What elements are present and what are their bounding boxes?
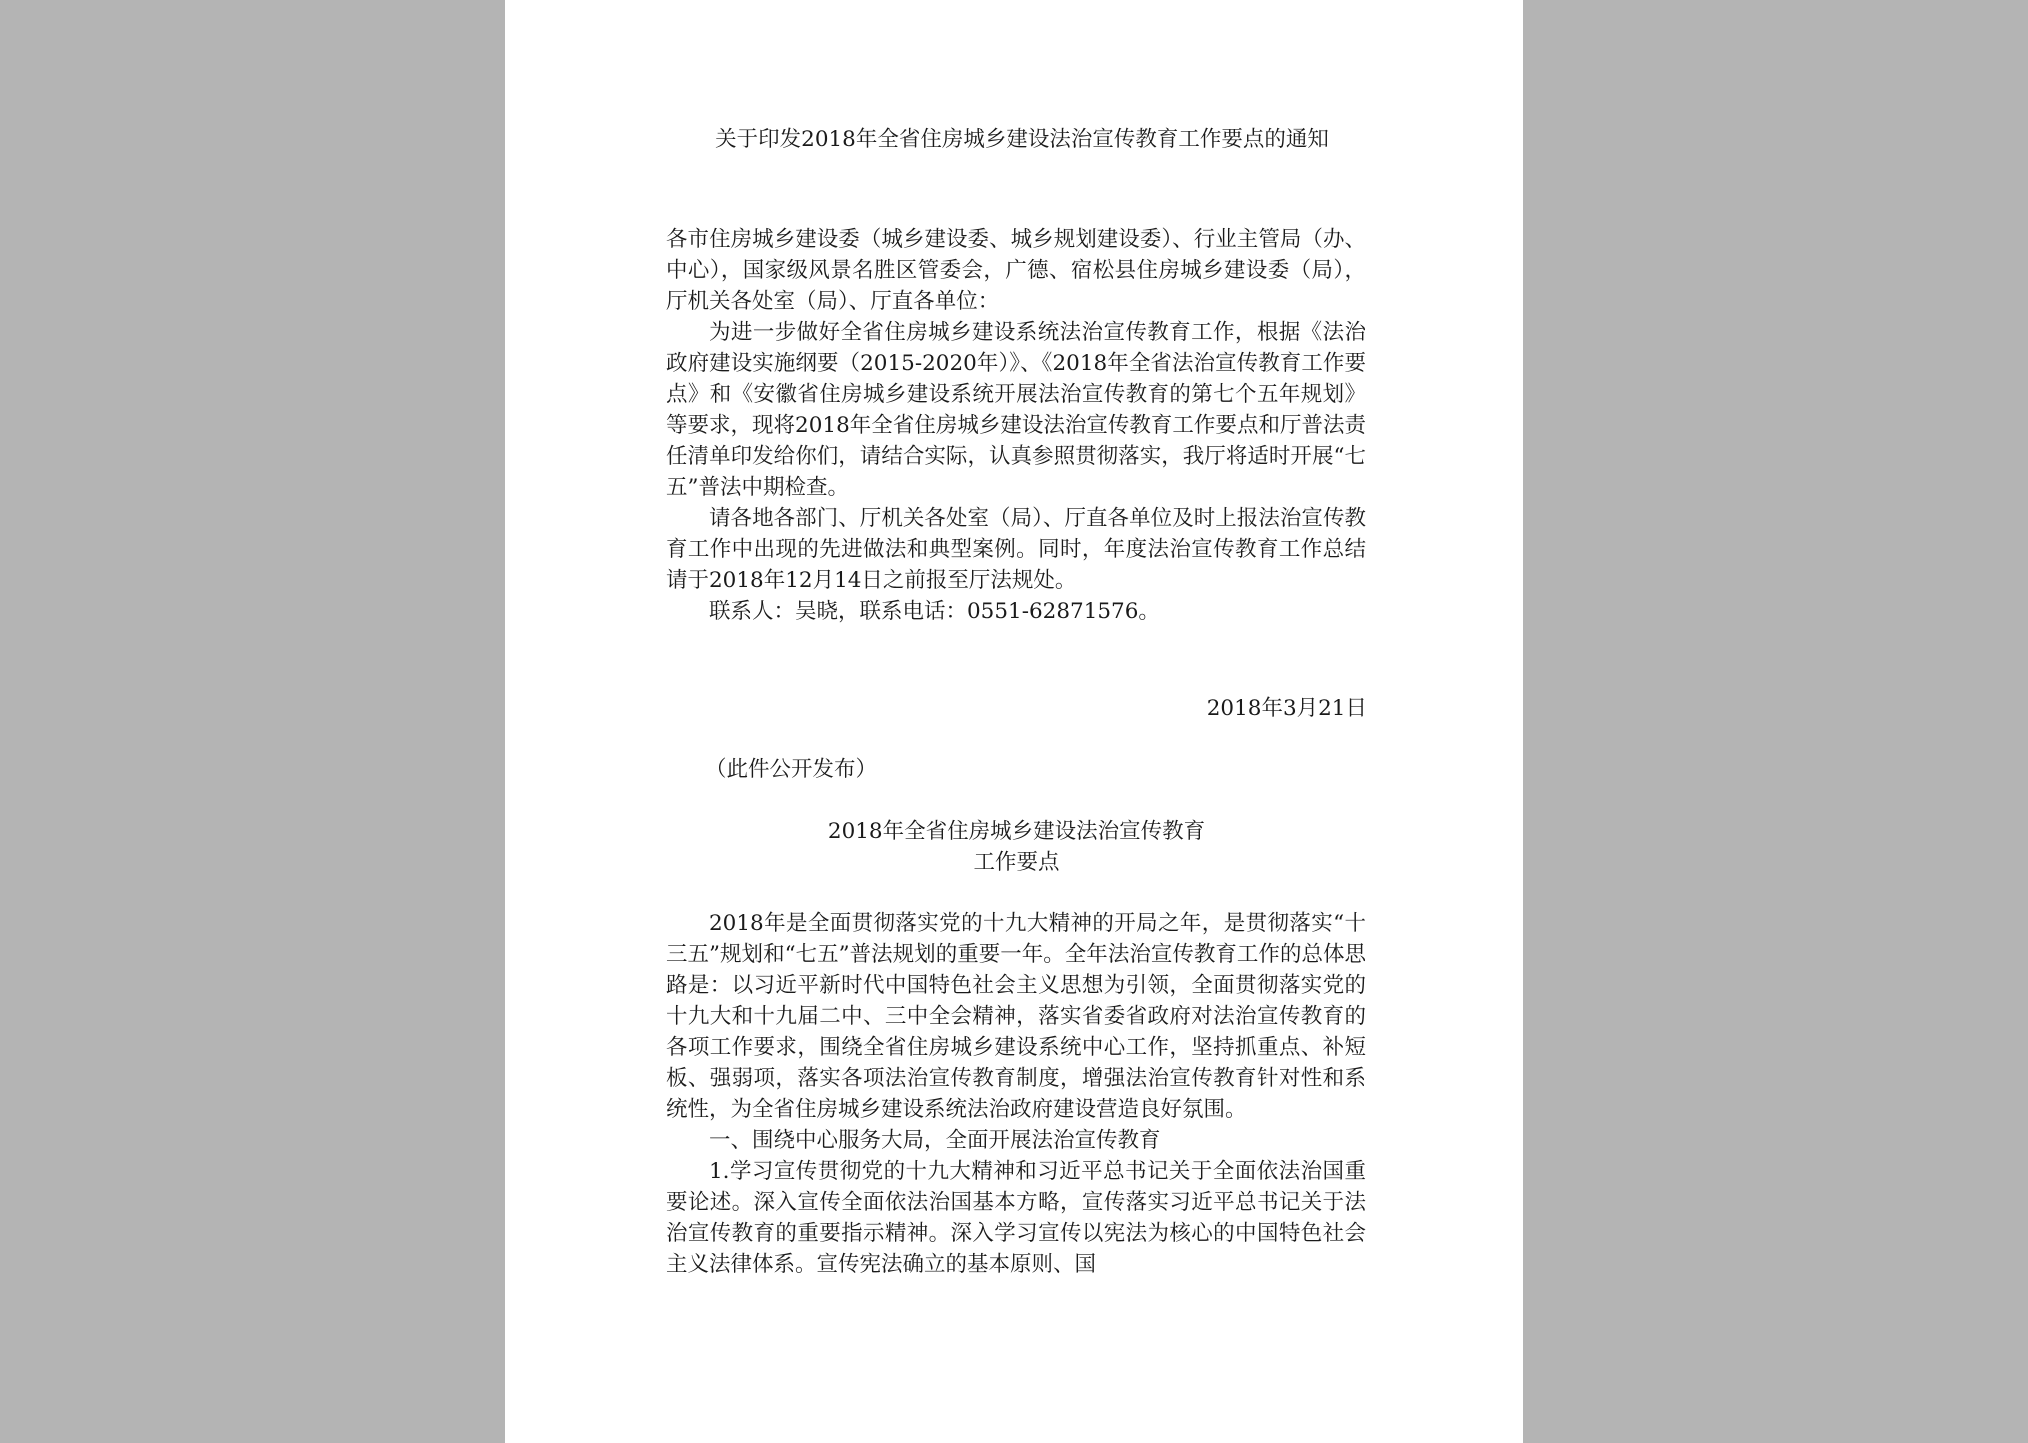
document-page <box>505 0 1523 1443</box>
body-paragraph: 2018年是全面贯彻落实党的十九大精神的开局之年，是贯彻落实“十三五”规划和“七五”普法规划的重要一年。全年法治宣传教育工作的总体思路是：以习近平新时代中国特色社会主义思想为引领，全面贯彻落实党的十九大和十九届二中、三中全会精神，落实省委省政府对法治宣传教育的各项工作要求，围绕全省住房城乡建设系统中心工作，坚持抓重点、补短板、强弱项，落实各项法治宣传教育制度，增强法治宣传教育针对性和系统性，为全省住房城乡建设系统法治政府建设营造良好氛围。 <box>666 911 1366 1122</box>
addressee-paragraph: 各市住房城乡建设委（城乡建设委、城乡规划建设委）、行业主管局（办、中心），国家级风景名胜区管委会，广德、宿松县住房城乡建设委（局），厅机关各处室（局）、厅直各单位： <box>666 227 1366 314</box>
document-title: 关于印发2018年全省住房城乡建设法治宣传教育工作要点的通知 <box>715 127 1329 152</box>
section-title-line: 2018年全省住房城乡建设法治宣传教育 <box>827 819 1206 844</box>
public-release-note: （此件公开发布） <box>705 757 878 782</box>
work-points-body <box>666 908 1366 1280</box>
notice-paragraph: 请各地各部门、厅机关各处室（局）、厅直各单位及时上报法治宣传教育工作中出现的先进做法和典型案例。同时，年度法治宣传教育工作总结请于2018年12月14日之前报至厅法规处。 <box>666 506 1366 593</box>
issue-date: 2018年3月21日 <box>1206 696 1367 721</box>
section-heading: 一、围绕中心服务大局，全面开展法治宣传教育 <box>709 1128 1161 1153</box>
section-title <box>666 816 1367 878</box>
body-paragraph: 1.学习宣传贯彻党的十九大精神和习近平总书记关于全面依法治国重要论述。深入宣传全面依法治国基本方略，宣传落实习近平总书记关于法治宣传教育的重要指示精神。深入学习宣传以宪法为核心的中国特色社会主义法律体系。宣传宪法确立的基本原则、国 <box>666 1159 1366 1277</box>
notice-paragraph: 为进一步做好全省住房城乡建设系统法治宣传教育工作，根据《法治政府建设实施纲要（2015-2020年）》、《2018年全省法治宣传教育工作要点》和《安徽省住房城乡建设系统开展法治宣传教育的第七个五年规划》等要求，现将2018年全省住房城乡建设法治宣传教育工作要点和厅普法责任清单印发给你们，请结合实际，认真参照贯彻落实，我厅将适时开展“七五”普法中期检查。 <box>666 320 1366 500</box>
section-title-line: 工作要点 <box>973 850 1060 875</box>
notice-body <box>666 224 1366 627</box>
contact-paragraph: 联系人：吴晓，联系电话：0551-62871576。 <box>709 599 1160 624</box>
